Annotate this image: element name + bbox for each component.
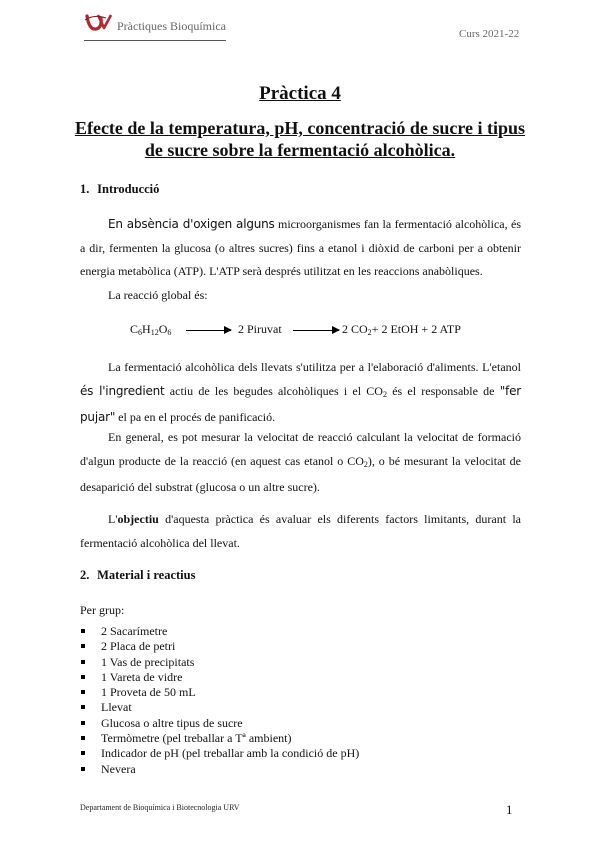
reaction-arrow-icon	[293, 330, 339, 331]
text-span: el pa en el procés de panificació.	[115, 410, 276, 424]
section-title: Introducció	[97, 182, 160, 196]
section-number: 2.	[80, 568, 90, 582]
subscript: 6	[138, 328, 143, 337]
paragraph-velocity	[80, 426, 521, 500]
subscript: 12	[150, 328, 159, 337]
text-span: H	[142, 322, 151, 336]
reaction-products	[342, 322, 461, 337]
paragraph-uses	[80, 356, 521, 430]
text-span: + 2 EtOH + 2 ATP	[371, 322, 461, 336]
list-item: 1 Vareta de vidre	[80, 670, 359, 685]
section-heading-material	[80, 568, 195, 583]
section-number: 1.	[80, 182, 90, 196]
course-label: Curs 2021-22	[459, 28, 520, 40]
objective-bold: objectiu	[117, 512, 159, 526]
reaction-arrow-icon	[186, 330, 231, 331]
list-item: 2 Sacarímetre	[80, 624, 359, 639]
header-title: Pràctiques Bioquímica	[117, 19, 226, 33]
list-item: Termòmetre (pel treballar a Tª ambient)	[80, 731, 359, 746]
footer-department: Departament de Bioquímica i Biotecnologia URV	[80, 803, 240, 812]
subscript: 2	[382, 389, 387, 399]
list-item: Llevat	[80, 700, 359, 715]
subscript: 2	[367, 328, 372, 337]
text-span: actiu de les begudes alcohòliques i el CO	[164, 383, 383, 398]
section-heading-introduccio	[80, 182, 159, 197]
page-number: 1	[506, 802, 513, 817]
text-span: és l'ingredient	[80, 383, 165, 398]
list-item: Nevera	[80, 762, 359, 777]
text-span: d'aquesta pràctica és avaluar els diferents factors limitants, durant la fermentació alcohòlica del llevat.	[80, 512, 521, 550]
text-span: microorganismes fan la fermentació alcohòlica, és a dir, fermenten la glucosa (o altres sucres) fins a etanol i diòxid de carboni per a obtenir energia metabòlica (ATP). L'ATP serà després utilitzat en les reaccions anabòliques.	[80, 217, 521, 278]
reaction-reactant	[130, 322, 171, 337]
section-title: Material i reactius	[97, 568, 196, 582]
subscript: 6	[167, 328, 172, 337]
paragraph-intro	[80, 213, 521, 284]
text-span: "fer pujar"	[80, 383, 521, 424]
text-span: és el responsable de	[386, 383, 500, 398]
reaction-intermediate: 2 Piruvat	[238, 322, 282, 336]
paragraph-reaction-intro: La reacció global és:	[108, 288, 208, 302]
text-span: C	[130, 322, 139, 336]
text-span: En absència d'oxigen alguns	[108, 217, 275, 231]
subscript: 2	[363, 459, 368, 469]
list-item: Indicador de pH (pel treballar amb la condició de pH)	[80, 746, 359, 761]
list-item: 1 Vas de precipitats	[80, 655, 359, 670]
text-span: La fermentació alcohòlica dels llevats s'utilitza per a l'elaboració d'aliments. L'etanol	[108, 360, 521, 374]
materials-list	[80, 624, 359, 777]
text-span: L'	[108, 512, 118, 526]
header-divider	[84, 40, 226, 41]
text-span: O	[158, 322, 168, 336]
list-item: Glucosa o altre tipus de sucre	[80, 716, 359, 731]
text-span: ), o bé mesurant la velocitat de desaparició del substrat (glucosa o un altre sucre).	[80, 453, 522, 494]
text-span: 2 CO	[342, 322, 368, 336]
list-item: 1 Proveta de 50 mL	[80, 685, 359, 700]
per-grup-label: Per grup:	[80, 603, 125, 617]
paragraph-objective	[80, 508, 521, 555]
practice-title: Pràctica 4	[259, 83, 341, 104]
text-span: En general, es pot mesurar la velocitat de reacció calculant la velocitat de formació d'algun producte de la reacció (en aquest cas etanol o CO	[80, 430, 521, 468]
urv-logo-icon	[84, 12, 112, 34]
list-item: 2 Placa de petri	[80, 639, 359, 654]
main-title: Efecte de la temperatura, pH, concentració de sucre i tipus de sucre sobre la fermentació alcohòlica.	[74, 118, 526, 160]
